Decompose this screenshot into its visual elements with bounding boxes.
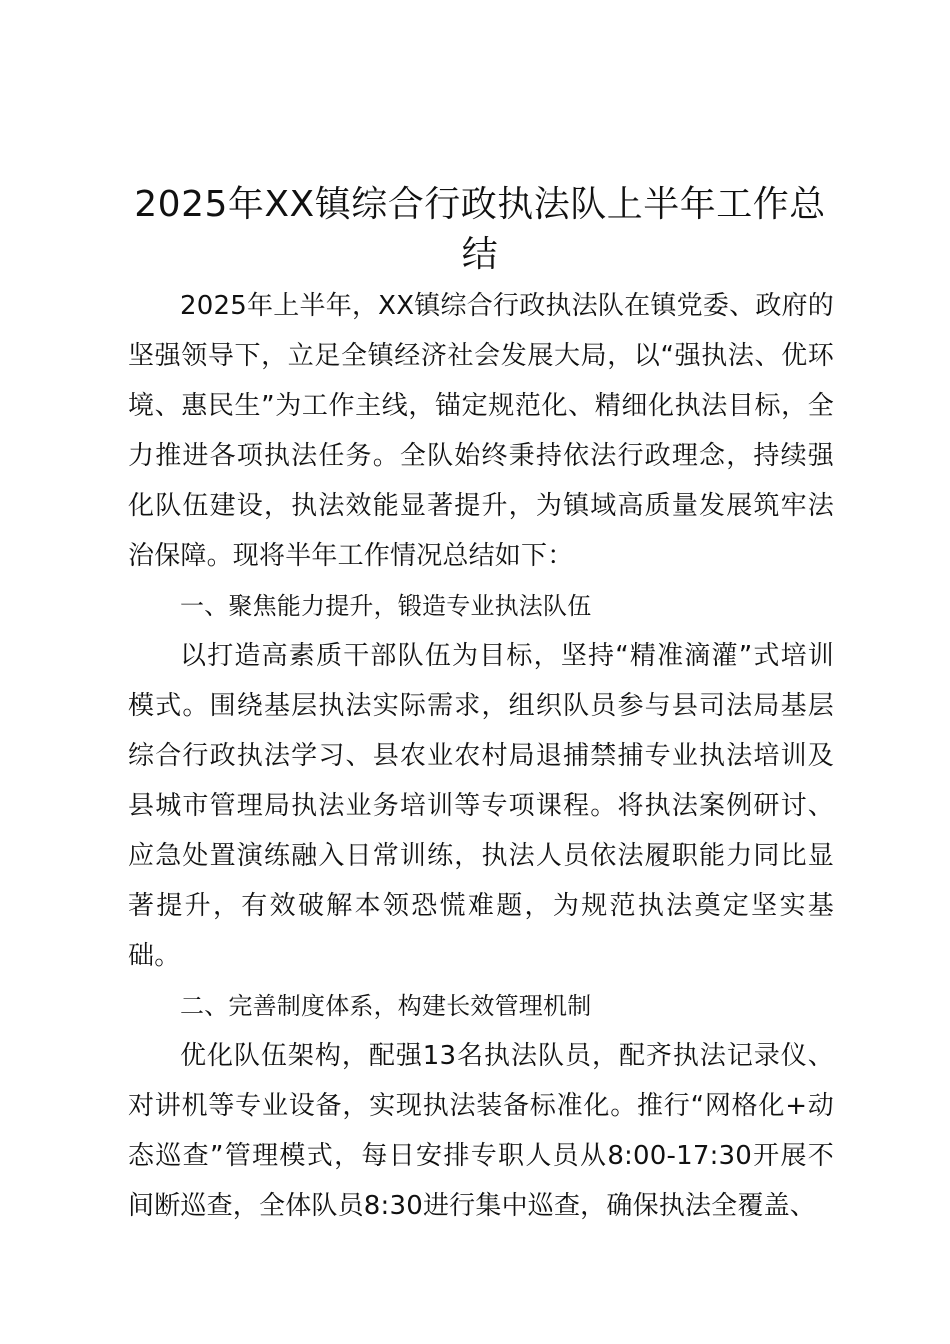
document-body	[128, 281, 834, 1231]
section-heading-1: 一、聚焦能力提升，锻造专业执法队伍	[180, 592, 592, 620]
document-title: 2025年XX镇综合行政执法队上半年工作总结	[134, 184, 826, 275]
section-1-paragraph: 以打造高素质干部队伍为目标，坚持“精准滴灌”式培训模式。围绕基层执法实际需求，组织队员参与县司法局基层综合行政执法学习、县农业农村局退捕禁捕专业执法培训及县城市管理局执法业务培训等专项课程。将执法案例研讨、应急处置演练融入日常训练，执法人员依法履职能力同比显著提升，有效破解本领恐慌难题，为规范执法奠定坚实基础。	[128, 641, 834, 971]
intro-paragraph: 2025年上半年，XX镇综合行政执法队在镇党委、政府的坚强领导下，立足全镇经济社会发展大局，以“强执法、优环境、惠民生”为工作主线，锚定规范化、精细化执法目标，全力推进各项执法任务。全队始终秉持依法行政理念，持续强化队伍建设，执法效能显著提升，为镇域高质量发展筑牢法治保障。现将半年工作情况总结如下：	[128, 291, 834, 571]
section-2-paragraph: 优化队伍架构，配强13名执法队员，配齐执法记录仪、对讲机等专业设备，实现执法装备标准化。推行“网格化+动态巡查”管理模式，每日安排专职人员从8:00-17:30开展不间断巡查，全体队员8:30进行集中巡查，确保执法全覆盖、	[128, 1041, 834, 1221]
section-heading-2: 二、完善制度体系，构建长效管理机制	[180, 992, 592, 1020]
